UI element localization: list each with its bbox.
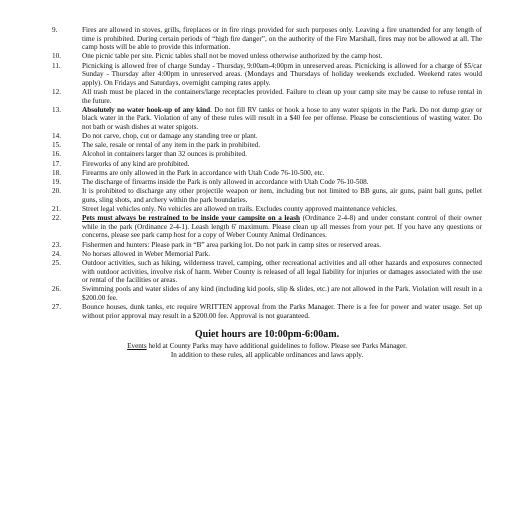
rule-item [52, 187, 482, 204]
rule-item [52, 250, 482, 259]
rule-number: 25. [52, 258, 61, 267]
rules-list [52, 26, 482, 320]
rule-item [52, 88, 482, 105]
rule-body: Bounce houses, dunk tanks, etc require WRITTEN approval from the Parks Manager. There is a fee for power and water usage. Set up without prior approval may result in a $200.00 fee. Approval is not guaranteed. [82, 303, 482, 320]
rule-text [82, 88, 482, 105]
rule-number: 10. [52, 52, 61, 61]
rule-text [82, 62, 482, 88]
rule-item [52, 178, 482, 187]
rule-text [82, 141, 482, 150]
rule-number: 9. [52, 26, 58, 34]
rule-emphasis: Absolutely no water hook-up of any kind [82, 105, 211, 114]
rule-number: 13. [52, 105, 61, 114]
rule-item [52, 106, 482, 132]
rule-body: All trash must be placed in the containers/large receptacles provided. Failure to clean up your camp site may be cause to refuse rental in the future. [82, 87, 482, 105]
rule-number: 17. [52, 159, 61, 168]
rule-number: 24. [52, 249, 61, 258]
events-rest: held at County Parks may have additional guidelines to follow. Please see Parks Manager. [146, 342, 407, 351]
rule-body: No horses allowed in Weber Memorial Park. [82, 249, 211, 258]
rule-body: It is prohibited to discharge any other projectile weapon or item, including but not limited to BB guns, air guns, paint ball guns, pellet guns, sling shots, and archery within the park boundaries. [82, 187, 482, 204]
rule-number: 18. [52, 168, 61, 177]
rule-text [82, 187, 482, 204]
rule-body: Alcohol in containers larger than 32 ounces is prohibited. [82, 150, 247, 159]
rule-text [82, 132, 482, 141]
rule-item [52, 285, 482, 302]
rule-body: Picnicking is allowed free of charge Sunday - Thursday, 9:00am-4:00pm in unreserved areas. Picnicking is allowed for a charge of $5/car Sunday - Thursday after 4:00pm in unreserved areas. (Mondays and Thursdays of holiday weekends excluded. Weekend rates would apply). On Fridays and Saturdays, overnight camping rates apply. [82, 61, 482, 87]
rule-item [52, 303, 482, 320]
rule-item [52, 150, 482, 159]
rule-number: 14. [52, 132, 61, 141]
rule-body: Street legal vehicles only. No vehicles are allowed on trails. Excludes county approved maintenance vehicles. [82, 205, 398, 213]
quiet-hours: Quiet hours are 10:00pm-6:00am. [194, 329, 340, 341]
rule-body: Do not carve, chop, cut or damage any standing tree or plant. [82, 132, 258, 141]
rule-body: Fishermen and hunters: Please park in “B” area parking lot. Do not park in camp sites or reserved areas. [82, 240, 381, 249]
rule-item [52, 52, 482, 61]
rule-item [52, 214, 482, 240]
rule-number: 21. [52, 205, 61, 213]
rule-number: 19. [52, 178, 61, 187]
rule-text [82, 169, 482, 178]
rule-number: 20. [52, 187, 61, 196]
rule-item [52, 141, 482, 150]
rule-item [52, 160, 482, 169]
rule-text [82, 106, 482, 132]
rule-text [82, 178, 482, 187]
events-note [52, 342, 482, 351]
rule-number: 15. [52, 141, 61, 150]
rule-item [52, 62, 482, 88]
rule-body: Fires are allowed in stoves, grills, fireplaces or in fire rings provided for such purposes only. Leaving a fire unattended for any length of time is prohibited. During certain periods of “high fire danger”, on the authority of the Fire Marshall, fires may not be allowed at all. The camp hosts will be able to provide this information. [82, 26, 482, 52]
rule-item [52, 259, 482, 285]
events-word: Events [127, 342, 147, 351]
rule-body: One picnic table per site. Picnic tables shall not be moved unless otherwise authorized by the camp host. [82, 52, 383, 61]
rule-number: 12. [52, 87, 61, 96]
rule-body: The sale, resale or rental of any item in the park in prohibited. [82, 141, 261, 150]
rule-text [82, 250, 482, 259]
rule-body: The discharge of firearms inside the Park is only allowed in accordance with Utah Code 76-10-508. [82, 178, 369, 187]
rule-text [82, 285, 482, 302]
rule-text [82, 26, 482, 52]
rule-item [52, 26, 482, 52]
rule-body: . Do not fill RV tanks or hook a hose to any water spigots in the Park. Do not dump gray or black water in the Park. Violation of any of these rules will result in a $40 fee per offense. Please be conscientious of wasting water. Do not bath or wash dishes at water spigots. [82, 105, 482, 131]
rule-text [82, 205, 482, 214]
rule-number: 16. [52, 150, 61, 159]
rule-body: Outdoor activities, such as hiking, wilderness travel, camping, other recreational activities and all other hazards and exposures connected with outdoor activities, involve risk of harm. Weber County is released of all legal liability for injuries or damages associated with the use or rental of the facilities or areas. [82, 258, 482, 285]
rule-number: 11. [52, 61, 61, 70]
footer [52, 329, 482, 360]
rule-number: 23. [52, 240, 61, 249]
rule-item [52, 205, 482, 214]
rule-item [52, 169, 482, 178]
rule-number: 22. [52, 214, 61, 223]
rule-body: Fireworks of any kind are prohibited. [82, 159, 190, 168]
rule-text [82, 52, 482, 61]
rule-text [82, 241, 482, 250]
rule-text [82, 214, 482, 240]
rule-item [52, 241, 482, 250]
rule-text [82, 303, 482, 320]
rule-number: 26. [52, 285, 61, 294]
rule-item [52, 132, 482, 141]
rule-body: Swimming pools and water slides of any kind (including kid pools, slip & slides, etc.) are not allowed in the Park. Violation will result in a $200.00 fee. [82, 285, 482, 302]
rule-text [82, 150, 482, 159]
rule-text [82, 259, 482, 285]
laws-note: In addition to these rules, all applicable ordinances and laws apply. [170, 351, 364, 360]
rule-body: (Ordinance 2-4-8) and under constant control of their owner while in the park (Ordinance 2-4-1). Leash length 6' maximum. Please clean up all messes from your pet. If you have any questions or concerns, please see park camp host for a copy of Weber County Animal Ordinances. [82, 214, 482, 240]
rule-emphasis: Pets must always be restrained to be inside your campsite on a leash [82, 214, 300, 223]
rule-number: 27. [52, 303, 61, 312]
rule-body: Firearms are only allowed in the Park in accordance with Utah Code 76-10-500, etc. [82, 168, 325, 177]
rule-text [82, 160, 482, 169]
